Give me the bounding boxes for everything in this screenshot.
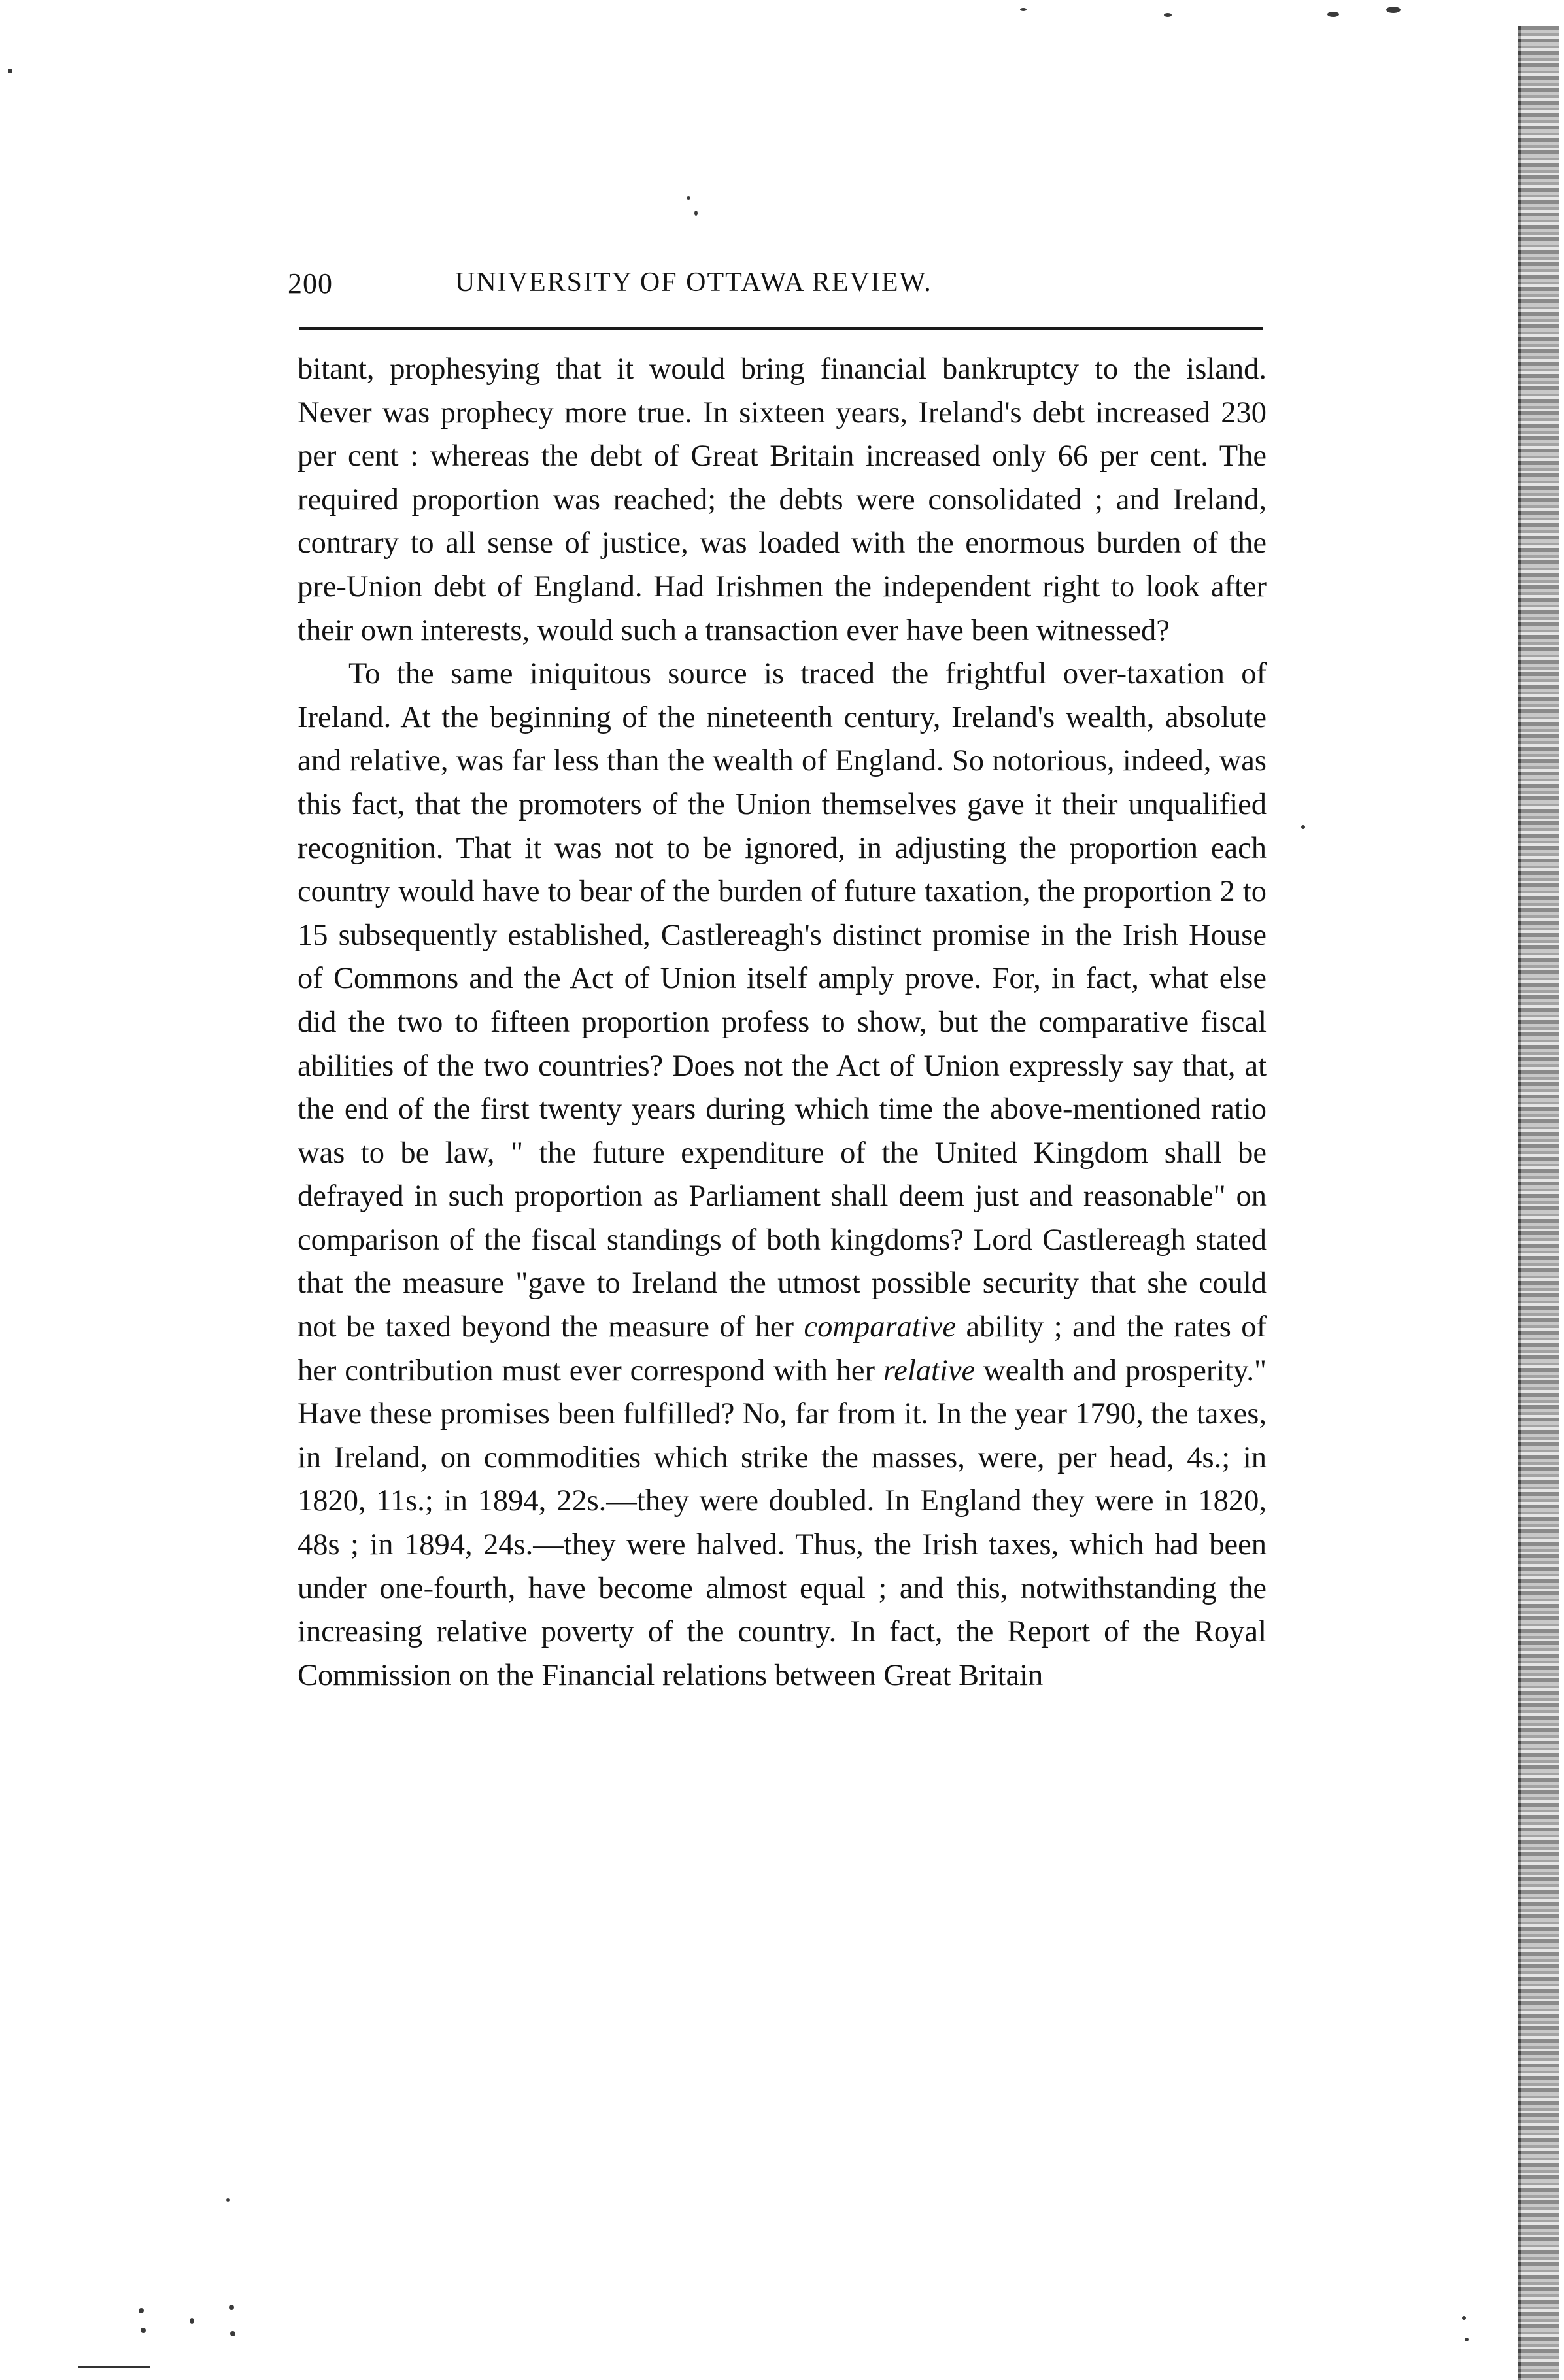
emphasis-comparative: comparative (804, 1310, 956, 1344)
scan-speckle (229, 2305, 234, 2310)
scan-speckle (1327, 12, 1339, 17)
page-header (288, 263, 1268, 309)
scan-speckle (687, 196, 690, 200)
binding-edge-texture (1518, 26, 1559, 2380)
scan-speckle (8, 69, 12, 73)
scan-speckle (230, 2331, 235, 2336)
scan-speckle (1465, 2338, 1469, 2341)
scan-speckle (694, 211, 698, 216)
scan-speckle (1020, 8, 1027, 11)
scan-speckle (141, 2328, 146, 2333)
scan-speckle (190, 2318, 194, 2324)
paragraph-2 (298, 653, 1266, 1697)
scan-speckle (1386, 7, 1401, 13)
paragraph-2-part-c: wealth and prosperity." Have these promises been fulfilled? No, far from it. In the year 1790, the taxes, in Ireland, on commodities which strike the masses, were, per head, 4s.; in 1820, 11s.; in 1894, 22s.—they were doubled. In England they were in 1820, 48s ; in 1894, 24s.—they were halved. Thus, the Irish taxes, which had been under one-fourth, have become almost equal ; and this, notwithstanding the increasing relative poverty of the country. In fact, the Report of the Royal Commission on the Financial relations between Great Britain (298, 1353, 1267, 1692)
bottom-mark (78, 2366, 150, 2368)
page-number: 200 (288, 267, 333, 299)
scan-speckle (226, 2198, 230, 2202)
header-rule (299, 327, 1263, 330)
body-text (298, 348, 1266, 1697)
running-title: UNIVERSITY OF OTTAWA REVIEW. (455, 267, 932, 298)
paragraph-1: bitant, prophesying that it would bring financial bankruptcy to the island. Never was prophecy more true. In sixteen years, Ireland's debt increased 230 per cent : whereas the debt of Great Britain increased only 66 per cent. The required proportion was reached; the debts were consolidated ; and Ireland, contrary to all sense of justice, was loaded with the enormous burden of the pre-Union debt of England. Had Irishmen the independent right to look after their own interests, would such a transaction ever have been witnessed? (298, 352, 1266, 647)
scan-speckle (1301, 825, 1305, 829)
paragraph-2-part-b: ability ; and the rates of her contribution must ever correspond with her (298, 1310, 1267, 1387)
scan-speckle (1164, 13, 1172, 17)
emphasis-relative: relative (883, 1353, 976, 1387)
paragraph-2-part-a: To the same iniquitous source is traced the frightful over-taxation of Ireland. At the beginning of the nineteenth century, Ireland's wealth, absolute and relative, was far less than the wealth of England. So notorious, indeed, was this fact, that the promoters of the Union themselves gave it their unqualified recognition. That it was not to be ignored, in adjusting the proportion each country would have to bear of the burden of future taxation, the proportion 2 to 15 subsequently established, Castlereagh's distinct promise in the Irish House of Commons and the Act of Union itself amply prove. For, in fact, what else did the two to fifteen proportion profess to show, but the comparative fiscal abilities of the two countries? Does not the Act of Union expressly say that, at the end of the first twenty years during which time the above-mentioned ratio was to be law, " the future expenditure of the United Kingdom shall be defrayed in such proportion as Parliament shall deem just and reasonable" on comparison of the fiscal standings of both kingdoms? Lord Castlereagh stated that the measure "gave to Ireland the utmost possible security that she could not be taxed beyond the measure of her (298, 657, 1266, 1344)
scan-speckle (139, 2308, 144, 2313)
scan-speckle (1462, 2316, 1466, 2320)
